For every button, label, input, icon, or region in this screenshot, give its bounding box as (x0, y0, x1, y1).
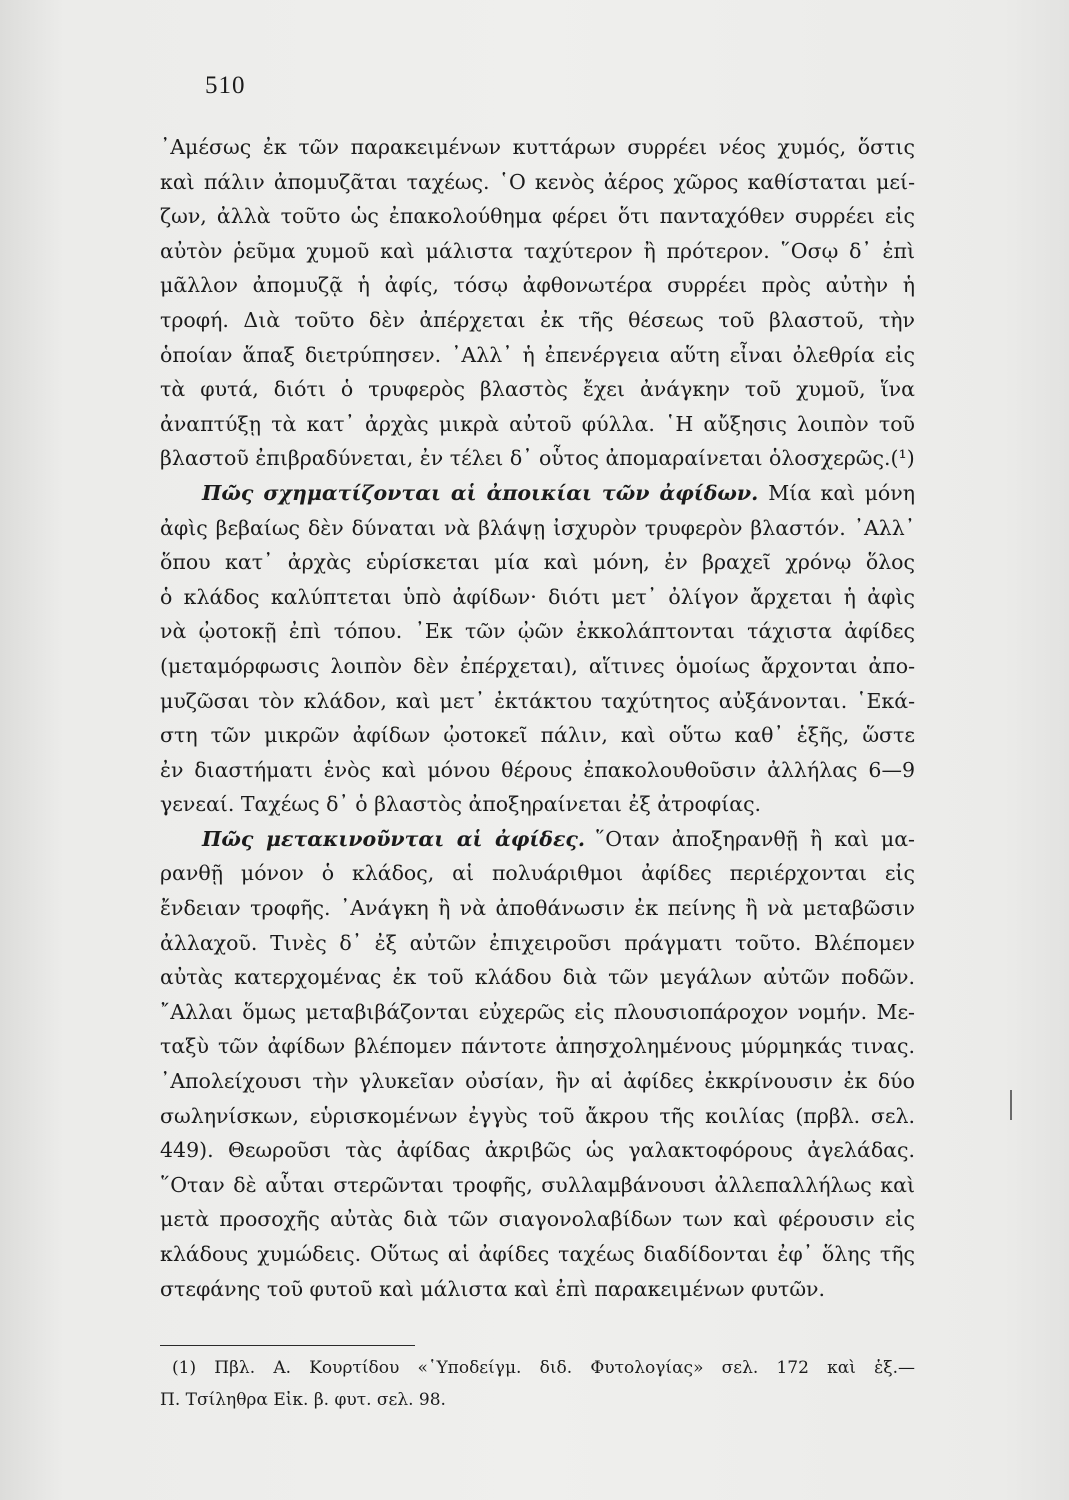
text-line: ζων, ἀλλὰ τοῦτο ὡς ἐπακολούθημα φέρει ὅτι πανταχόθεν συρρέει εἰς (160, 204, 915, 229)
footnote-line: (1) Πβλ. Α. Κουρτίδου «῾Υποδείγμ. διδ. Φυτολογίας» σελ. 172 καὶ ἑξ.— (172, 1358, 915, 1378)
text-line: ὁ κλάδος καλύπτεται ὑπὸ ἀφίδων· διότι μετ᾿ ὀλίγον ἄρχεται ἡ ἀφὶς (160, 584, 915, 609)
text-line: ρανθῇ μόνον ὁ κλάδος, αἱ πολυάριθμοι ἀφίδες περιέρχονται εἰς (160, 861, 915, 886)
text-line: ᾿Αμέσως ἐκ τῶν παρακειμένων κυττάρων συρρέει νέος χυμός, ὅστις (160, 135, 915, 159)
text-line: καὶ πάλιν ἀπομυζᾶται ταχέως. ῾Ο κενὸς ἀέρος χῶρος καθίσταται μεί- (160, 169, 915, 194)
text-line: γενεαί. Ταχέως δ᾿ ὁ βλαστὸς ἀποξηραίνεται ἐξ ἀτροφίας. (160, 792, 762, 817)
text-line: νὰ ᾠοτοκῇ ἐπὶ τόπου. ᾿Εκ τῶν ᾠῶν ἐκκολάπτονται τάχιστα ἀφίδες (160, 619, 915, 644)
text-line: σωληνίσκων, εὑρισκομένων ἐγγὺς τοῦ ἄκρου τῆς κοιλίας (πρβλ. σελ. (160, 1103, 915, 1128)
footnote-divider (160, 1345, 415, 1346)
text-line: αὐτὸν ῥεῦμα χυμοῦ καὶ μάλιστα ταχύτερον ἢ πρότερον. ῞Οσῳ δ᾿ ἐπὶ (160, 238, 915, 263)
section-heading-colonies: Πῶς σχηματίζονται αἱ ἀποικίαι τῶν ἀφίδων. (202, 480, 759, 505)
section-heading-line (160, 476, 915, 511)
heading-line-text: ῞Οταν ἀποξηρανθῇ ἢ καὶ μα- (595, 826, 915, 851)
text-line: (μεταμόρφωσις λοιπὸν δὲν ἐπέρχεται), αἵτινες ὁμοίως ἄρχονται ἀπο- (160, 653, 915, 678)
text-line: ἀφὶς βεβαίως δὲν δύναται νὰ βλάψῃ ἰσχυρὸν τρυφερὸν βλαστόν. ᾿Αλλ᾿ (160, 515, 915, 540)
text-line: ἀλλαχοῦ. Τινὲς δ᾿ ἐξ αὐτῶν ἐπιχειροῦσι πράγματι τοῦτο. Βλέπομεν (160, 930, 915, 955)
text-line: στη τῶν μικρῶν ἀφίδων ᾠοτοκεῖ πάλιν, καὶ οὕτω καθ᾿ ἑξῆς, ὥστε (160, 723, 915, 748)
text-line: αὐτὰς κατερχομένας ἐκ τοῦ κλάδου διὰ τῶν μεγάλων αὐτῶν ποδῶν. (160, 965, 915, 990)
text-line: κλάδους χυμώδεις. Οὕτως αἱ ἀφίδες ταχέως διαδίδονται ἐφ᾿ ὅλης τῆς (160, 1242, 915, 1266)
text-line: ταξὺ τῶν ἀφίδων βλέπομεν πάντοτε ἀπησχολημένους μύρμηκάς τινας. (160, 1034, 915, 1059)
text-line: ῞Οταν δὲ αὗται στερῶνται τροφῆς, συλλαμβάνουσι ἀλλεπαλλήλως καὶ (160, 1172, 915, 1197)
text-line: στεφάνης τοῦ φυτοῦ καὶ μάλιστα καὶ ἐπὶ παρακειμένων φυτῶν. (160, 1276, 826, 1301)
text-line: ὁποίαν ἅπαξ διετρύπησεν. ᾿Αλλ᾿ ἡ ἐπενέργεια αὕτη εἶναι ὀλεθρία εἰς (160, 342, 915, 367)
text-line: ῎Αλλαι ὅμως μεταβιβάζονται εὐχερῶς εἰς πλουσιοπάροχον νομήν. Με- (160, 999, 915, 1024)
text-line: μυζῶσαι τὸν κλάδον, καὶ μετ᾿ ἐκτάκτου ταχύτητος αὐξάνονται. ῾Εκά- (160, 688, 915, 713)
footnotes (160, 1352, 915, 1416)
section-heading-migration: Πῶς μετακινοῦνται αἱ ἀφίδες. (202, 826, 586, 851)
heading-line-text: Μία καὶ μόνη (768, 480, 915, 505)
page-number: 510 (205, 72, 246, 99)
text-line: βλαστοῦ ἐπιβραδύνεται, ἐν τέλει δ᾿ οὗτος ἀπομαραίνεται ὁλοσχερῶς.(¹) (160, 446, 915, 471)
text-line: ἐν διαστήματι ἑνὸς καὶ μόνου θέρους ἐπακολουθοῦσιν ἀλλήλας 6—9 (160, 757, 915, 782)
body-text (160, 130, 915, 1306)
text-line: τροφή. Διὰ τοῦτο δὲν ἀπέρχεται ἐκ τῆς θέσεως τοῦ βλαστοῦ, τὴν (160, 307, 915, 332)
text-line: ᾿Απολείχουσι τὴν γλυκεῖαν οὐσίαν, ἣν αἱ ἀφίδες ἐκκρίνουσιν ἐκ δύο (160, 1069, 915, 1094)
text-line: 449). Θεωροῦσι τὰς ἀφίδας ἀκριβῶς ὡς γαλακτοφόρους ἀγελάδας. (160, 1138, 915, 1163)
text-line: ὅπου κατ᾿ ἀρχὰς εὑρίσκεται μία καὶ μόνη, ἐν βραχεῖ χρόνῳ ὅλος (160, 550, 915, 575)
text-line: μᾶλλον ἀπομυζᾷ ἡ ἀφίς, τόσῳ ἀφθονωτέρα συρρέει πρὸς αὐτὴν ἡ (160, 273, 915, 298)
text-line: ἀναπτύξῃ τὰ κατ᾿ ἀρχὰς μικρὰ αὐτοῦ φύλλα. ῾Η αὔξησις λοιπὸν τοῦ (160, 411, 915, 436)
footnote-line: Π. Τσίληθρα Εἰκ. β. φυτ. σελ. 98. (160, 1390, 446, 1410)
section-heading-line (160, 822, 915, 857)
text-line: τὰ φυτά, διότι ὁ τρυφερὸς βλαστὸς ἔχει ἀνάγκην τοῦ χυμοῦ, ἵνα (160, 377, 915, 402)
text-line: ἔνδειαν τροφῆς. ᾿Ανάγκη ἢ νὰ ἀποθάνωσιν ἐκ πείνης ἢ νὰ μεταβῶσιν (160, 896, 915, 921)
margin-mark (1010, 1090, 1012, 1120)
text-line: μετὰ προσοχῆς αὐτὰς διὰ τῶν σιαγονολαβίδων των καὶ φέρουσιν εἰς (160, 1207, 915, 1232)
